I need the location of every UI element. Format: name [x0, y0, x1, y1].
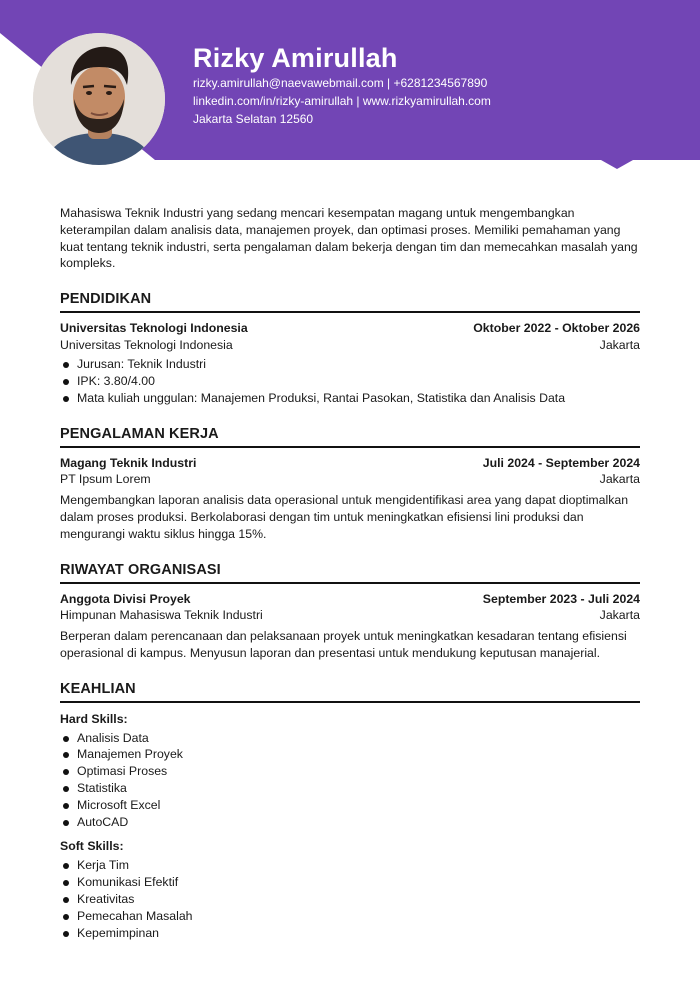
experience-role: Magang Teknik Industri — [60, 455, 197, 470]
section-experience — [60, 426, 640, 543]
organization-location: Jakarta — [599, 608, 640, 623]
section-title-education: PENDIDIKAN — [60, 291, 640, 313]
candidate-name: Rizky Amirullah — [193, 43, 398, 73]
list-item: Kreativitas — [60, 891, 640, 908]
organization-dates: September 2023 - Juli 2024 — [482, 591, 640, 606]
list-item: Analisis Data — [60, 730, 640, 747]
education-sub-row — [60, 337, 640, 354]
organization-sub-row — [60, 607, 640, 624]
list-item: Mata kuliah unggulan: Manajemen Produksi, Rantai Pasokan, Statistika dan Analisis Data — [60, 390, 640, 407]
list-item: Optimasi Proses — [60, 763, 640, 780]
organization-name: Himpunan Mahasiswa Teknik Industri — [60, 608, 263, 623]
resume-body — [60, 205, 640, 941]
list-item: Komunikasi Efektif — [60, 874, 640, 891]
experience-dates: Juli 2024 - September 2024 — [482, 455, 640, 470]
experience-company: PT Ipsum Lorem — [60, 472, 151, 487]
summary: Mahasiswa Teknik Industri yang sedang mencari kesempatan magang untuk mengembangkan keterampilan dalam analisis data, manajemen proyek, dan optimasi proses. Memiliki pemahaman yang kuat tentang teknik industri, serta pengalaman dalam bekerja dengan tim dan memecahkan masalah yang kompleks. — [60, 206, 638, 271]
list-item: Statistika — [60, 780, 640, 797]
list-item: Manajemen Proyek — [60, 746, 640, 763]
list-item: Microsoft Excel — [60, 797, 640, 814]
organization-header-row — [60, 591, 640, 608]
education-institution-sub: Universitas Teknologi Indonesia — [60, 337, 233, 352]
list-item: Kerja Tim — [60, 857, 640, 874]
education-dates: Oktober 2022 - Oktober 2026 — [473, 321, 640, 336]
header-info — [193, 42, 491, 128]
section-skills — [60, 681, 640, 942]
list-item: Kepemimpinan — [60, 925, 640, 942]
list-item: AutoCAD — [60, 814, 640, 831]
soft-skills-list — [60, 857, 640, 941]
education-location: Jakarta — [599, 337, 640, 352]
contact-email-phone[interactable]: rizky.amirullah@naevawebmail.com | +6281234567890 — [193, 76, 488, 90]
experience-header-row — [60, 455, 640, 472]
section-education — [60, 291, 640, 406]
education-institution: Universitas Teknologi Indonesia — [60, 321, 248, 336]
list-item: Pemecahan Masalah — [60, 908, 640, 925]
contact-links[interactable]: linkedin.com/in/rizky-amirullah | www.rizkyamirullah.com — [193, 94, 491, 108]
experience-description: Mengembangkan laporan analisis data operasional untuk mengidentifikasi area yang dapat dioptimalkan dalam proses produksi. Berkolaborasi dengan tim untuk meningkatkan efisiensi lini produksi dan mengurangi waktu siklus hingga 15%. — [60, 492, 629, 541]
organization-description: Berperan dalam perencanaan dan pelaksanaan proyek untuk meningkatkan kesadaran tentang efisiensi operasional di kampus. Menyusun laporan dan presentasi untuk mendukung keputusan manajerial. — [60, 628, 627, 660]
organization-role: Anggota Divisi Proyek — [60, 591, 191, 606]
profile-photo-illustration — [33, 33, 165, 165]
hard-skills-list — [60, 730, 640, 831]
section-title-experience: PENGALAMAN KERJA — [60, 426, 640, 448]
list-item: IPK: 3.80/4.00 — [60, 373, 640, 390]
education-details — [60, 356, 640, 406]
education-header-row — [60, 320, 640, 337]
section-title-organization: RIWAYAT ORGANISASI — [60, 562, 640, 584]
list-item: Jurusan: Teknik Industri — [60, 356, 640, 373]
contact-address: Jakarta Selatan 12560 — [193, 112, 314, 126]
section-organization — [60, 562, 640, 662]
section-title-skills: KEAHLIAN — [60, 681, 640, 703]
experience-location: Jakarta — [599, 472, 640, 487]
soft-skills-label: Soft Skills: — [60, 839, 124, 854]
hard-skills-label: Hard Skills: — [60, 711, 128, 726]
experience-sub-row — [60, 471, 640, 488]
profile-photo — [33, 33, 165, 165]
